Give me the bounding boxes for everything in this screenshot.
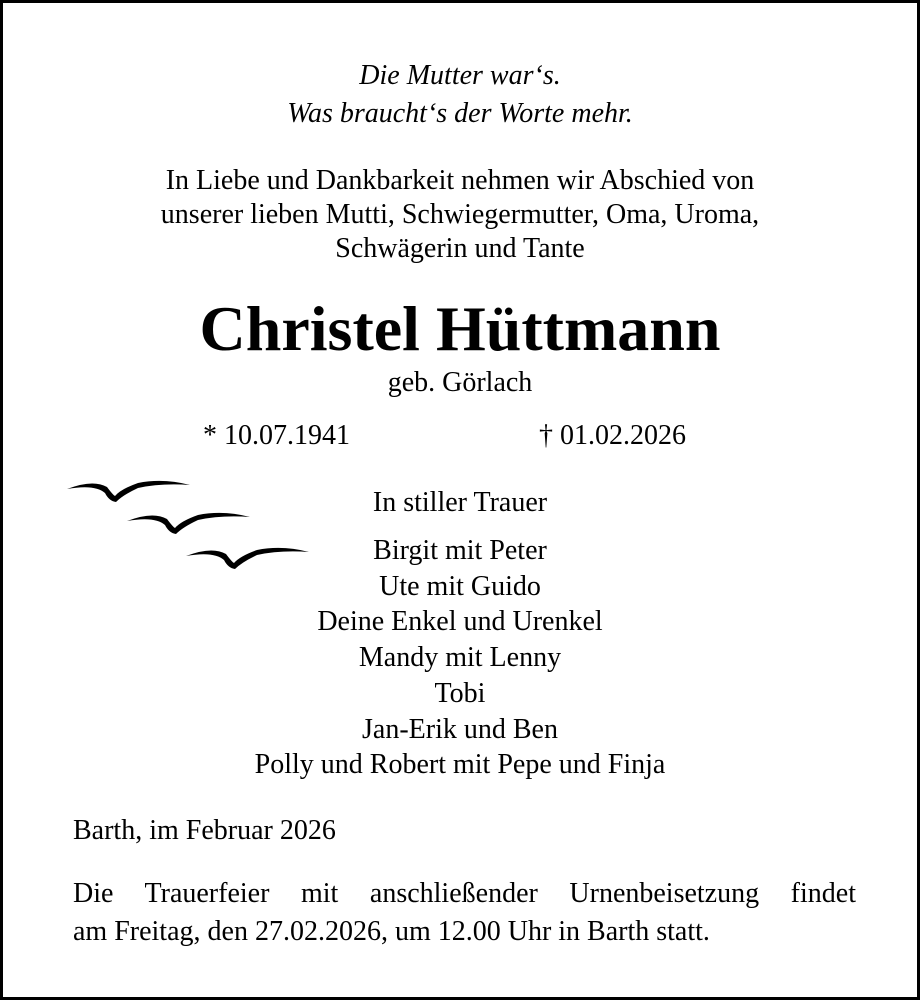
mourner: Polly und Robert mit Pepe und Finja xyxy=(254,749,666,780)
place-date: Barth, im Februar 2026 xyxy=(73,815,336,846)
ceremony-line: Die Trauerfeier mit anschließender Urnenbeisetzung findet xyxy=(73,878,856,909)
ceremony-info xyxy=(73,875,856,951)
maiden-name: geb. Görlach xyxy=(387,367,533,398)
mourner: Deine Enkel und Urenkel xyxy=(317,606,603,637)
mourner: Ute mit Guido xyxy=(379,571,541,602)
motto-line: Was braucht‘s der Worte mehr. xyxy=(287,98,633,129)
mourner: Jan-Erik und Ben xyxy=(362,714,558,745)
mourner: Tobi xyxy=(434,678,486,709)
deceased-name: Christel Hüttmann xyxy=(199,293,721,364)
mourning-intro: In stiller Trauer xyxy=(372,487,548,518)
intro-line: unserer lieben Mutti, Schwiegermutter, Oma, Uroma, xyxy=(160,199,760,230)
death-date: † 01.02.2026 xyxy=(539,420,686,451)
birth-date: * 10.07.1941 xyxy=(203,420,350,451)
mourner: Birgit mit Peter xyxy=(373,535,547,566)
intro-line: In Liebe und Dankbarkeit nehmen wir Abschied von xyxy=(165,165,755,196)
motto-line: Die Mutter war‘s. xyxy=(359,60,561,91)
mourner: Mandy mit Lenny xyxy=(358,642,562,673)
ceremony-line: am Freitag, den 27.02.2026, um 12.00 Uhr in Barth statt. xyxy=(73,916,710,947)
intro-line: Schwägerin und Tante xyxy=(335,233,585,264)
